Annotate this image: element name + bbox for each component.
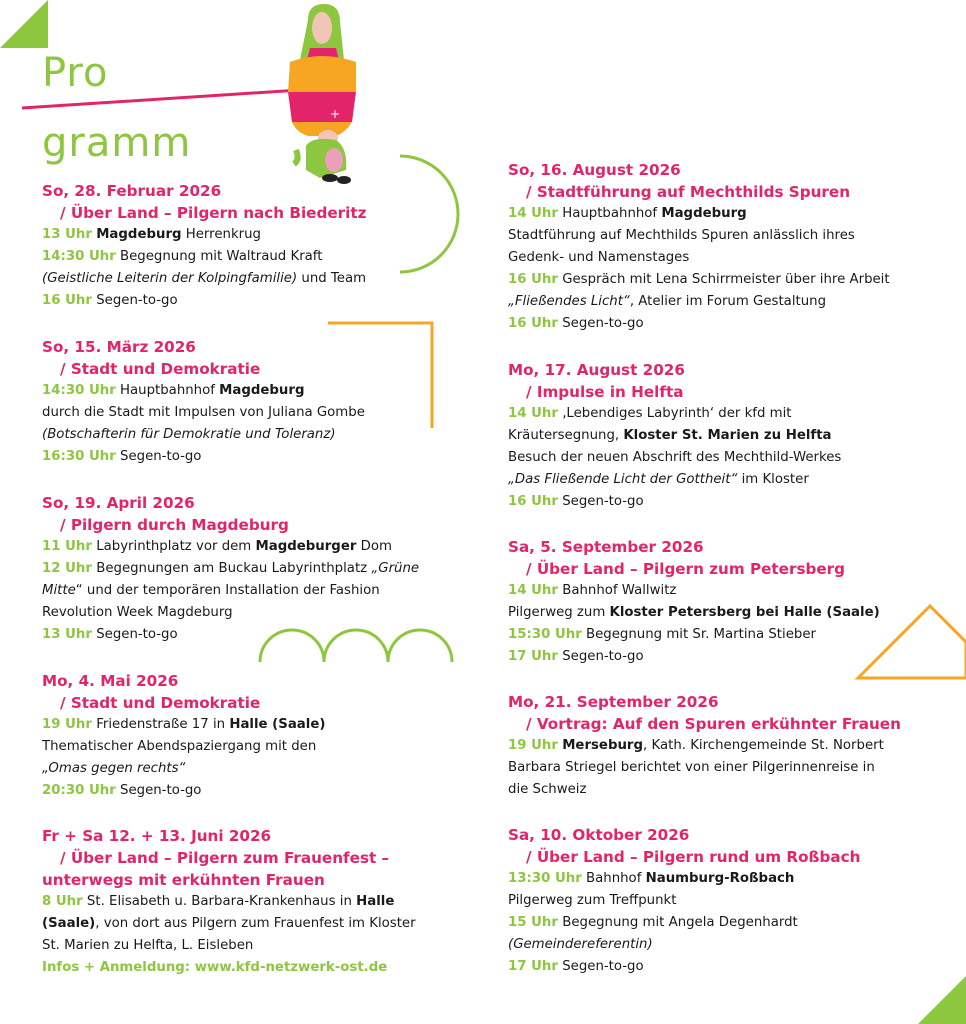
event-subtitle: / Über Land – Pilgern rund um Roßbach [526, 848, 861, 866]
event-time: 16:30 Uhr [42, 449, 116, 464]
event-2026-03-15 [42, 336, 472, 468]
event-time: 8 Uhr [42, 894, 83, 909]
event-line: Besuch der neuen Abschrift des Mechthild-Werkes [508, 450, 842, 465]
corner-triangle-bottom-right [918, 976, 966, 1024]
event-2026-06-12 [42, 825, 472, 979]
event-line: Gedenk- und Namenstages [508, 250, 690, 265]
event-italic: (Geistliche Leiterin der Kolpingfamilie) [42, 271, 298, 286]
event-text: und Team [297, 271, 367, 286]
event-2026-09-05 [508, 536, 938, 668]
event-line [42, 424, 472, 446]
event-line [42, 580, 472, 602]
event-line: Thematischer Abendspaziergang mit den [42, 739, 317, 754]
event-subtitle: / Über Land – Pilgern nach Biederitz [60, 204, 367, 222]
event-place: Kloster St. Marien zu Helfta [623, 428, 832, 443]
event-line [42, 558, 472, 580]
event-line: die Schweiz [508, 782, 587, 797]
event-line [508, 602, 938, 624]
event-italic: „Grüne [371, 561, 420, 576]
event-place: Halle (Saale) [229, 717, 326, 732]
event-subtitle: / Über Land – Pilgern zum Frauenfest – [60, 849, 390, 867]
event-text: Begegnungen am Buckau Labyrinthplatz [91, 561, 372, 576]
event-2026-08-17 [508, 359, 938, 513]
event-line [508, 956, 938, 978]
event-date: Fr + Sa 12. + 13. Juni 2026 [42, 827, 272, 845]
event-time: 14 Uhr [508, 206, 558, 221]
event-line [508, 203, 938, 225]
event-text: Segen-to-go [557, 959, 644, 974]
event-2026-02-28 [42, 180, 472, 312]
event-line: St. Marien zu Helfta, L. Eisleben [42, 938, 254, 953]
event-line [42, 758, 472, 780]
event-text: Segen-to-go [91, 293, 178, 308]
info-registration-link[interactable]: Infos + Anmeldung: www.kfd-netzwerk-ost.de [42, 960, 388, 975]
event-time: 13:30 Uhr [508, 871, 582, 886]
event-date: Sa, 5. September 2026 [508, 538, 704, 556]
event-line [42, 268, 472, 290]
event-subtitle: / Vortrag: Auf den Spuren erkühnter Frauen [526, 715, 901, 733]
event-place: Merseburg [562, 738, 644, 753]
event-date: Mo, 21. September 2026 [508, 693, 719, 711]
event-line [508, 646, 938, 668]
event-line [42, 380, 472, 402]
corner-triangle-top-left [0, 0, 48, 48]
event-text: Segen-to-go [115, 449, 202, 464]
event-time: 14 Uhr [508, 583, 558, 598]
event-text: Hauptbahnhof [557, 206, 662, 221]
event-time: 15:30 Uhr [508, 627, 582, 642]
event-text: “ und der temporären Installation der Fashion [75, 583, 380, 598]
event-italic: Mitte [42, 583, 76, 598]
event-line [508, 269, 938, 291]
event-time: 19 Uhr [508, 738, 558, 753]
title-line-2: gramm [42, 120, 192, 166]
event-line: durch die Stadt mit Impulsen von Juliana Gombe [42, 405, 365, 420]
event-date: Sa, 10. Oktober 2026 [508, 826, 690, 844]
event-line [42, 714, 472, 736]
event-text: Kräutersegnung, [508, 428, 624, 443]
event-2026-08-16 [508, 159, 938, 335]
pilgrim-figure-icon [288, 4, 356, 184]
event-place: Magdeburger [255, 539, 357, 554]
event-place: (Saale) [42, 916, 96, 931]
event-text: Segen-to-go [557, 316, 644, 331]
event-subtitle: / Stadt und Demokratie [60, 360, 261, 378]
event-line [42, 536, 472, 558]
event-2026-09-21 [508, 691, 938, 801]
event-time: 13 Uhr [42, 227, 92, 242]
event-time: 17 Uhr [508, 649, 558, 664]
event-text: , Kath. Kirchengemeinde St. Norbert [643, 738, 884, 753]
event-italic: (Gemeindereferentin) [508, 937, 653, 952]
event-line [508, 313, 938, 335]
event-place: Naumburg-Roßbach [645, 871, 795, 886]
event-line [42, 446, 472, 468]
event-line [508, 624, 938, 646]
event-time: 13 Uhr [42, 627, 92, 642]
event-line [508, 580, 938, 602]
event-text: Bahnhof [581, 871, 646, 886]
event-italic: (Botschafterin für Demokratie und Toleranz) [42, 427, 336, 442]
event-text: Herrenkrug [181, 227, 261, 242]
event-subtitle: / Stadt und Demokratie [60, 694, 261, 712]
event-subtitle: / Impulse in Helfta [526, 383, 684, 401]
event-time: 16 Uhr [508, 272, 558, 287]
title-line-1: Pro [42, 50, 109, 96]
event-line [508, 912, 938, 934]
event-line [508, 403, 938, 425]
event-line [42, 246, 472, 268]
event-date: Mo, 4. Mai 2026 [42, 672, 179, 690]
event-text: St. Elisabeth u. Barbara-Krankenhaus in [82, 894, 357, 909]
event-line [508, 425, 938, 447]
event-text: Begegnung mit Sr. Martina Stieber [581, 627, 816, 642]
event-time: 14:30 Uhr [42, 383, 116, 398]
event-text: Pilgerweg zum [508, 605, 610, 620]
event-line [42, 224, 472, 246]
event-text: im Kloster [737, 472, 809, 487]
event-subtitle: / Pilgern durch Magdeburg [60, 516, 289, 534]
event-italic: „Fließendes Licht“ [508, 294, 630, 309]
event-italic: „Omas gegen rechts“ [42, 761, 186, 776]
event-text: Gespräch mit Lena Schirrmeister über ihre Arbeit [557, 272, 890, 287]
event-line [508, 291, 938, 313]
event-line [42, 624, 472, 646]
event-date: Mo, 17. August 2026 [508, 361, 685, 379]
event-text: Segen-to-go [557, 649, 644, 664]
event-2026-04-19 [42, 492, 472, 646]
event-line [42, 891, 472, 913]
event-place: Magdeburg [96, 227, 182, 242]
event-subtitle-cont: unterwegs mit erkühnten Frauen [42, 871, 325, 889]
event-date: So, 15. März 2026 [42, 338, 196, 356]
event-line: Barbara Striegel berichtet von einer Pilgerinnenreise in [508, 760, 875, 775]
event-time: 16 Uhr [42, 293, 92, 308]
event-text: , Atelier im Forum Gestaltung [629, 294, 827, 309]
event-line [508, 868, 938, 890]
event-time: 12 Uhr [42, 561, 92, 576]
event-time: 15 Uhr [508, 915, 558, 930]
event-text: Segen-to-go [557, 494, 644, 509]
event-time: 14 Uhr [508, 406, 558, 421]
event-text: Hauptbahnhof [115, 383, 220, 398]
event-line: Revolution Week Magdeburg [42, 605, 233, 620]
event-place: Magdeburg [219, 383, 305, 398]
event-date: So, 28. Februar 2026 [42, 182, 222, 200]
event-italic: „Das Fließende Licht der Gottheit“ [508, 472, 738, 487]
event-subtitle: / Stadtführung auf Mechthilds Spuren [526, 183, 851, 201]
event-line [508, 491, 938, 513]
svg-text:+: + [330, 107, 341, 121]
event-line: Stadtführung auf Mechthilds Spuren anlässlich ihres [508, 228, 855, 243]
event-text: Bahnhof Wallwitz [557, 583, 677, 598]
event-time: 16 Uhr [508, 316, 558, 331]
event-line [42, 780, 472, 802]
event-time: 14:30 Uhr [42, 249, 116, 264]
event-text: Dom [356, 539, 392, 554]
event-text: Labyrinthplatz vor dem [91, 539, 256, 554]
event-line [508, 735, 938, 757]
event-place: Kloster Petersberg bei Halle (Saale) [609, 605, 880, 620]
event-date: So, 16. August 2026 [508, 161, 681, 179]
event-time: 20:30 Uhr [42, 783, 116, 798]
event-time: 11 Uhr [42, 539, 92, 554]
event-time: 16 Uhr [508, 494, 558, 509]
event-2026-10-10 [508, 824, 938, 978]
event-date: So, 19. April 2026 [42, 494, 195, 512]
event-place: Halle [356, 894, 395, 909]
event-line [508, 934, 938, 956]
event-place: Magdeburg [661, 206, 747, 221]
event-text: ‚Lebendiges Labyrinth‘ der kfd mit [557, 406, 792, 421]
event-line [42, 913, 472, 935]
event-subtitle: / Über Land – Pilgern zum Petersberg [526, 560, 846, 578]
event-line [508, 469, 938, 491]
event-text: Segen-to-go [91, 627, 178, 642]
event-line [42, 290, 472, 312]
event-time: 19 Uhr [42, 717, 92, 732]
event-2026-05-04 [42, 670, 472, 802]
event-text: Begegnung mit Waltraud Kraft [115, 249, 323, 264]
event-time: 17 Uhr [508, 959, 558, 974]
event-line: Pilgerweg zum Treffpunkt [508, 893, 677, 908]
event-text: Segen-to-go [115, 783, 202, 798]
event-text: Friedenstraße 17 in [91, 717, 230, 732]
event-text: , von dort aus Pilgern zum Frauenfest im Kloster [95, 916, 416, 931]
event-text: Begegnung mit Angela Degenhardt [557, 915, 798, 930]
